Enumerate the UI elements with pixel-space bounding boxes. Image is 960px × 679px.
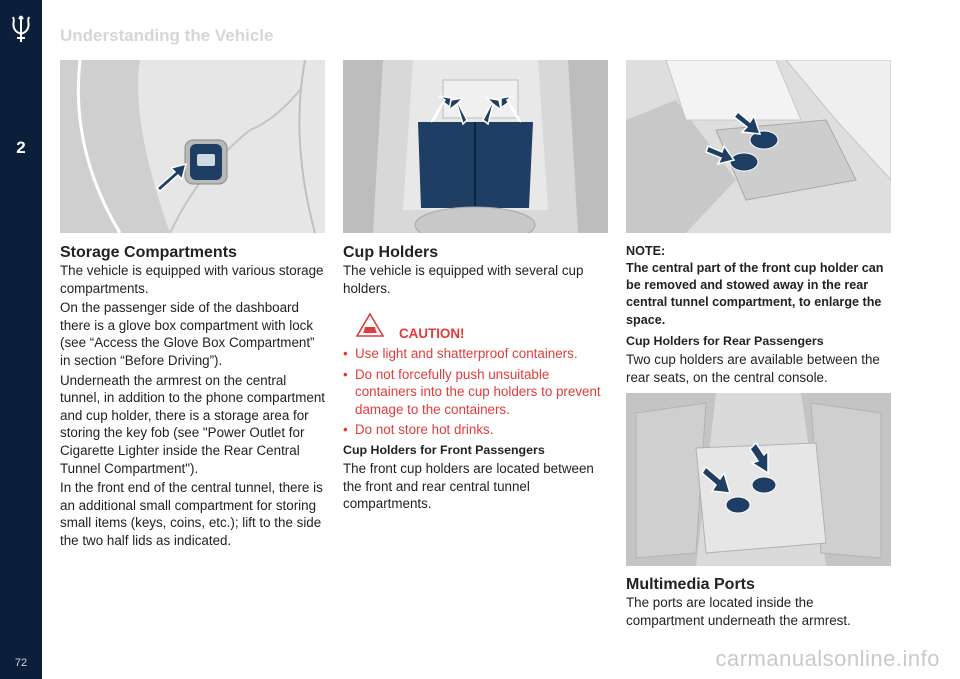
trident-logo-icon bbox=[8, 14, 34, 44]
chapter-number: 2 bbox=[16, 138, 26, 157]
storage-paragraph: On the passenger side of the dashboard there is a glove box compartment with lock (see “Access the Glove Box Compartment” in section “Before Driving”). bbox=[60, 300, 315, 368]
image-side-compartment bbox=[60, 60, 325, 233]
watermark: carmanualsonline.info bbox=[715, 646, 940, 671]
cup-holders-intro: The vehicle is equipped with several cup holders. bbox=[343, 263, 584, 296]
caution-item: • Do not forcefully push unsuitable containers into the cup holders to prevent damage to the containers. bbox=[343, 366, 608, 419]
image-front-tunnel bbox=[343, 60, 608, 233]
caution-item: • Use light and shatterproof containers. bbox=[343, 345, 608, 363]
storage-heading: Storage Compartments bbox=[60, 244, 237, 261]
rear-cup-holders-subheading: Cup Holders for Rear Passengers bbox=[626, 334, 824, 348]
storage-paragraph: Underneath the armrest on the central tunnel, in addition to the phone compartment and cup holder, there is a storage area for storing the key fob (see "Power Outlet for Cigarette Lighter inside the Rear Central Tunnel Compartment"). bbox=[60, 372, 326, 476]
image-front-cup-holders bbox=[626, 60, 891, 233]
storage-body bbox=[60, 262, 325, 552]
storage-paragraph: In the front end of the central tunnel, there is an additional small compartment for storing small items (keys, coins, etc.); lift to the side the two half lids as indicated. bbox=[60, 480, 323, 548]
image-rear-cup-holders bbox=[626, 393, 891, 566]
note-text: The central part of the front cup holder can be removed and stowed away in the rear central tunnel compartment, to enlarge the space. bbox=[626, 261, 884, 327]
multimedia-text: The ports are located inside the compartment underneath the armrest. bbox=[626, 595, 851, 628]
page-header: Understanding the Vehicle bbox=[60, 26, 274, 45]
page-number: 72 bbox=[14, 657, 28, 669]
note-label: NOTE: bbox=[626, 244, 666, 258]
caution-title: CAUTION! bbox=[399, 326, 465, 341]
caution-list bbox=[343, 345, 608, 442]
caution-item: • Do not store hot drinks. bbox=[343, 421, 608, 439]
front-cup-holders-text: The front cup holders are located between the front and rear central tunnel compartments. bbox=[343, 461, 594, 512]
rear-cup-holders-text: Two cup holders are available between the rear seats, on the central console. bbox=[626, 352, 880, 385]
front-cup-holders-subheading: Cup Holders for Front Passengers bbox=[343, 443, 545, 457]
storage-paragraph: The vehicle is equipped with various storage compartments. bbox=[60, 263, 324, 296]
caution-car-icon bbox=[355, 312, 385, 338]
cup-holders-heading: Cup Holders bbox=[343, 244, 439, 261]
sidebar bbox=[0, 0, 42, 679]
multimedia-heading: Multimedia Ports bbox=[626, 576, 755, 593]
